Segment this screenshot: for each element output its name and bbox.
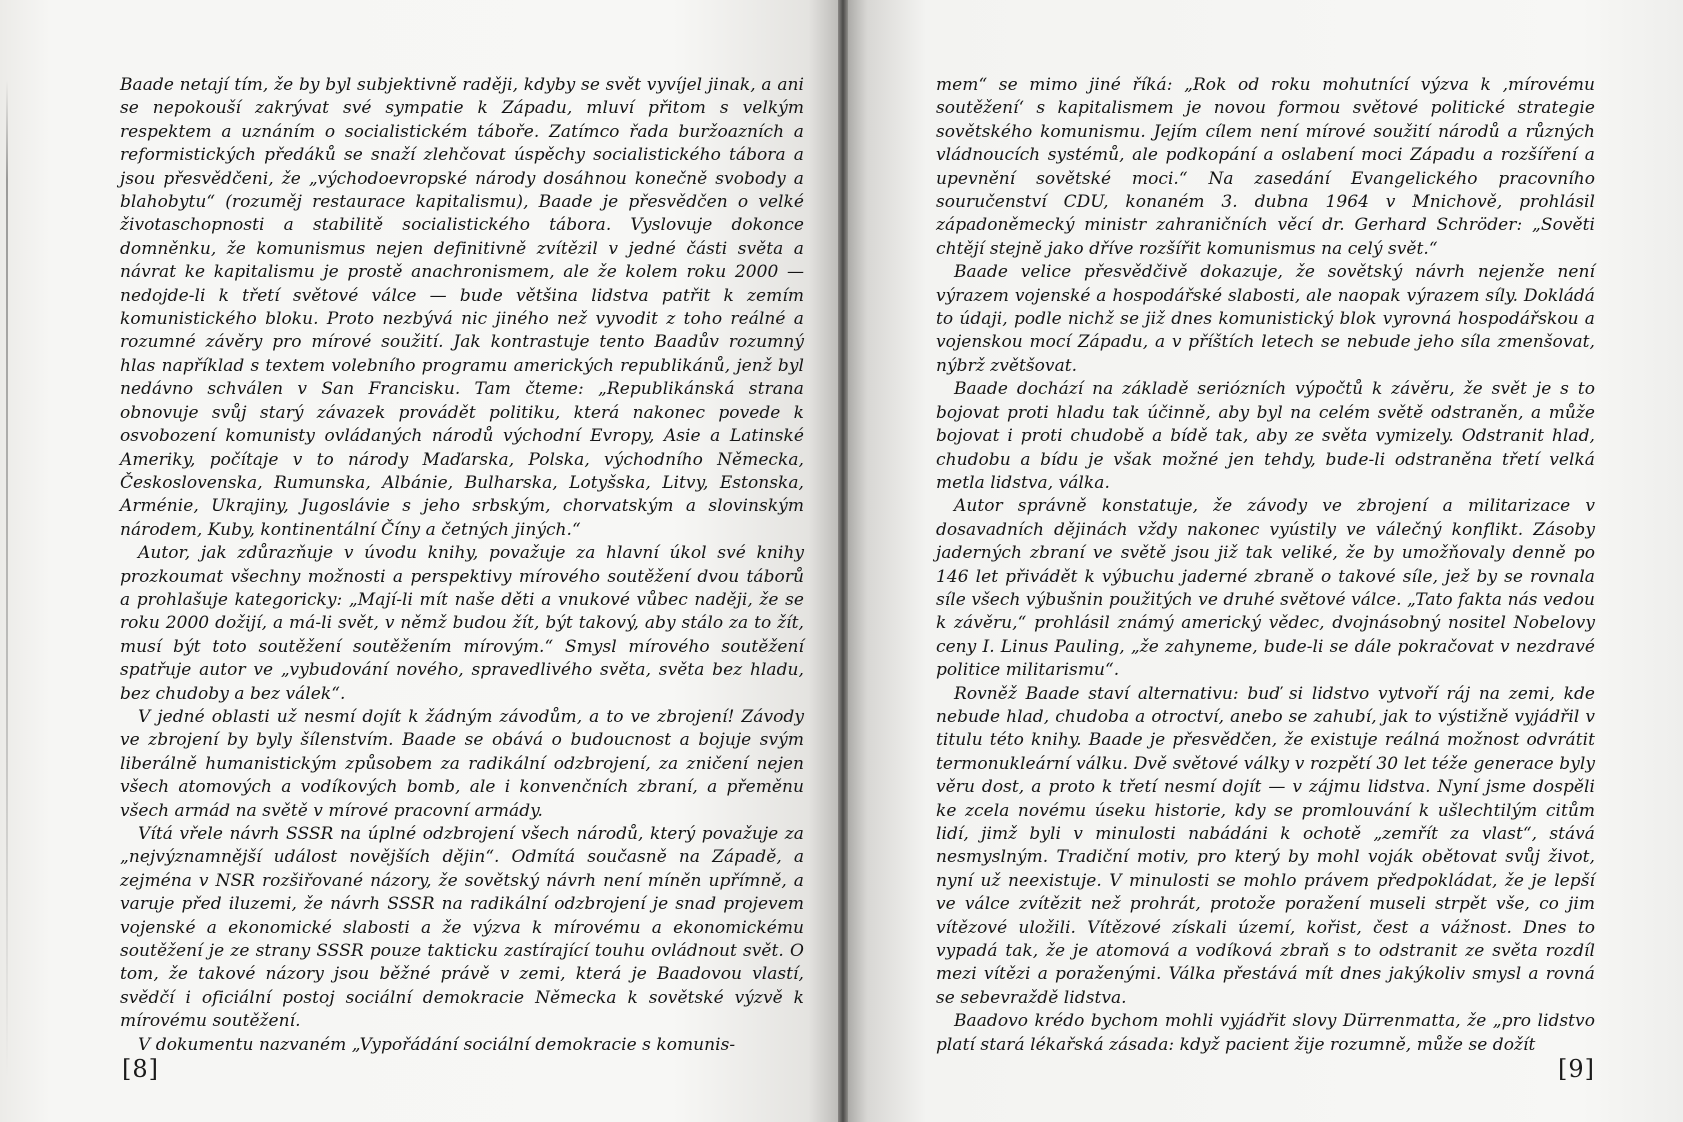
paragraph-continuation: mem“ se mimo jiné říká: „Rok od roku mohutnící výzva k ‚mírovému soutěžení‘ s kapitalismem je novou formou světové politické strategie sovětského komunismu. Jejím cílem není mírové soužití národů a různých vládnoucích systémů, ale podkopání a oslabení moci Západu a rozšíření a upevnění sovětské moci.“ Na zasedání Evangelického pracovního souručenství CDU, konaném 3. dubna 1964 v Mnichově, prohlásil západoněmecký ministr zahraničních věcí dr. Gerhard Schröder: „Sověti chtějí stejně jako dříve rozšířit komunismus na celý svět.“ (936, 75, 1595, 259)
paragraph: Baade dochází na základě seriózních výpočtů k závěru, že svět je s to bojovat proti hladu tak účinně, aby byl na celém světě odstraněn, a může bojovat i proti chudobě a bídě tak, aby ze světa vymizely. Odstranit hlad, chudobu a bídu je však možné jen tehdy, bude-li odstraněna třetí velká metla lidstva, válka. (936, 379, 1595, 493)
paragraph: Baadovo krédo bychom mohli vyjádřit slovy Dürrenmatta, že „pro lidstvo platí stará lékařská zásada: když pacient žije rozumně, může se dožít (936, 1011, 1595, 1055)
paragraph: Baade netají tím, že by byl subjektivně raději, kdyby se svět vyvíjel jinak, a ani se nepokouší zakrývat své sympatie k Západu, mluví přitom s velkým respektem a uznáním o socialistickém táboře. Zatímco řada buržoazních a reformistických předáků se snaží zlehčovat úspěchy socialistického tábora a jsou přesvědčeni, že „východoevropské národy dosáhnou konečně svobody a blahobytu“ (rozuměj restaurace kapitalismu), Baade je přesvědčen o velké životaschopnosti a stabilitě socialistického tábora. Vyslovuje dokonce domněnku, že komunismus nejen definitivně zvítězil v jedné části světa a návrat ke kapitalismu je prostě anachronismem, ale že kolem roku 2000 — nedojde-li k třetí světové válce — bude většina lidstva patřit k zemím komunistického bloku. Proto nezbývá nic jiného než vyvodit z toho reálné a rozumné závěry pro mírové soužití. Jak kontrastuje tento Baadův rozumný hlas například s textem volebního programu amerických republikánů, jenž byl nedávno schválen v San Francisku. Tam čteme: „Republikánská strana obnovuje svůj starý závazek provádět politiku, která nakonec povede k osvobození komunisty ovládaných národů východní Evropy, Asie a Latinské Ameriky, počítaje v to národy Maďarska, Polska, východního Německa, Československa, Rumunska, Albánie, Bulharska, Lotyšska, Litvy, Estonska, Arménie, Ukrajiny, Jugoslávie s jeho srbským, chorvatským a slovinským národem, Kuby, kontinentální Číny a četných jiných.“ (120, 75, 804, 540)
paragraph: Rovněž Baade staví alternativu: buď si lidstvo vytvoří ráj na zemi, kde nebude hlad, chudoba a otroctví, anebo se zahubí, jak to výstižně vyjádřil v titulu této knihy. Baade je přesvědčen, že existuje reálná možnost odvrátit termonukleární válku. Dvě světové války v rozpětí 30 let téže generace byly věru dost, a proto k třetí nesmí dojít — v zájmu lidstva. Nyní jsme dospěli ke zcela novému úseku historie, kdy se promlouvání k ušlechtilým citům lidí, jimž byli v minulosti nabádáni k ochotě „zemřít za vlast“, stává nesmyslným. Tradiční motiv, pro který by mohl voják obětovat svůj život, nyní už neexistuje. V minulosti se mohlo právem předpokládat, že je lepší ve válce zvítězit než prohrát, protože poražení museli strpět vše, co jim vítězové uložili. Vítězové získali území, kořist, čest a vážnost. Dnes to vypadá tak, že je atomová a vodíková zbraň s to odstranit ze světa rozdíl mezi vítězi a poraženými. Válka přestává mít dnes jakýkoliv smysl a rovná se sebevraždě lidstva. (936, 683, 1595, 1008)
left-page-text (120, 74, 804, 1057)
paragraph: V dokumentu nazvaném „Vypořádání sociální demokracie s komunis- (138, 1034, 736, 1055)
paragraph: Autor, jak zdůrazňuje v úvodu knihy, považuje za hlavní úkol své knihy prozkoumat všechny možnosti a perspektivy mírového soutěžení dvou táborů a prohlašuje kategoricky: „Mají-li mít naše děti a vnukové vůbec naději, že se roku 2000 dožijí, a má-li svět, v němž budou žít, být takový, aby stálo za to žít, musí být toto soutěžení soutěžením mírovým.“ Smysl mírového soutěžení spatřuje autor ve „vybudování nového, spravedlivého světa, světa bez hladu, bez chudoby a bez válek“. (120, 543, 804, 704)
paragraph: Autor správně konstatuje, že závody ve zbrojení a militarizace v dosavadních dějinách vždy nakonec vyústily ve válečný konflikt. Zásoby jaderných zbraní ve světě jsou již tak veliké, že by umožňovaly denně po 146 let přivádět k výbuchu jaderné zbraně o takové síle, jež by se rovnala síle všech výbušnin použitých ve druhé světové válce. „Tato fakta nás vedou k závěru,“ prohlásil známý americký vědec, dvojnásobný nositel Nobelovy ceny I. Linus Pauling, „že zahyneme, bude-li se dále pokračovat v nezdravé politice militarismu“. (936, 496, 1595, 681)
page-number: [9] (1558, 1055, 1595, 1083)
paragraph: Vítá vřele návrh SSSR na úplné odzbrojení všech národů, který považuje za „nejvýznamnější událost novějších dějin“. Odmítá současně na Západě, a zejména v NSR rozšiřované názory, že sovětský návrh není míněn upřímně, a varuje před iluzemi, že návrh SSSR na radikální odzbrojení je snad projevem vojenské a ekonomické slabosti a že výzva k mírovému a ekonomickému soutěžení je ze strany SSSR pouze takticku zastírající touhu ovládnout svět. O tom, že takové názory jsou běžné právě v zemi, která je Baadovou vlastí, svědčí i oficiální postoj sociální demokracie Německa k sovětské výzvě k mírovému soutěžení. (120, 824, 804, 1032)
right-page (842, 0, 1683, 1122)
book-gutter (838, 0, 848, 1122)
page-number: [8] (122, 1055, 159, 1083)
page-edge-shadow (6, 80, 8, 1080)
paragraph: Baade velice přesvědčivě dokazuje, že sovětský návrh nejenže není výrazem vojenské a hospodářské slabosti, ale naopak výrazem síly. Dokládá to údaji, podle nichž se již dnes komunistický blok vyrovná hospodářskou a vojenskou mocí Západu, a v příštích letech se nebude jeho síla zmenšovat, nýbrž zvětšovat. (936, 262, 1595, 376)
paragraph: V jedné oblasti už nesmí dojít k žádným závodům, a to ve zbrojení! Závody ve zbrojení by byly šílenstvím. Baade se obává o budoucnost a bojuje svým liberálně humanistickým způsobem za radikální odzbrojení, za zničení nejen všech atomových a vodíkových bomb, ale i konvenčních zbraní, a přeměnu všech armád na světě v mírové pracovní armády. (120, 706, 804, 821)
right-page-text (936, 74, 1595, 1057)
